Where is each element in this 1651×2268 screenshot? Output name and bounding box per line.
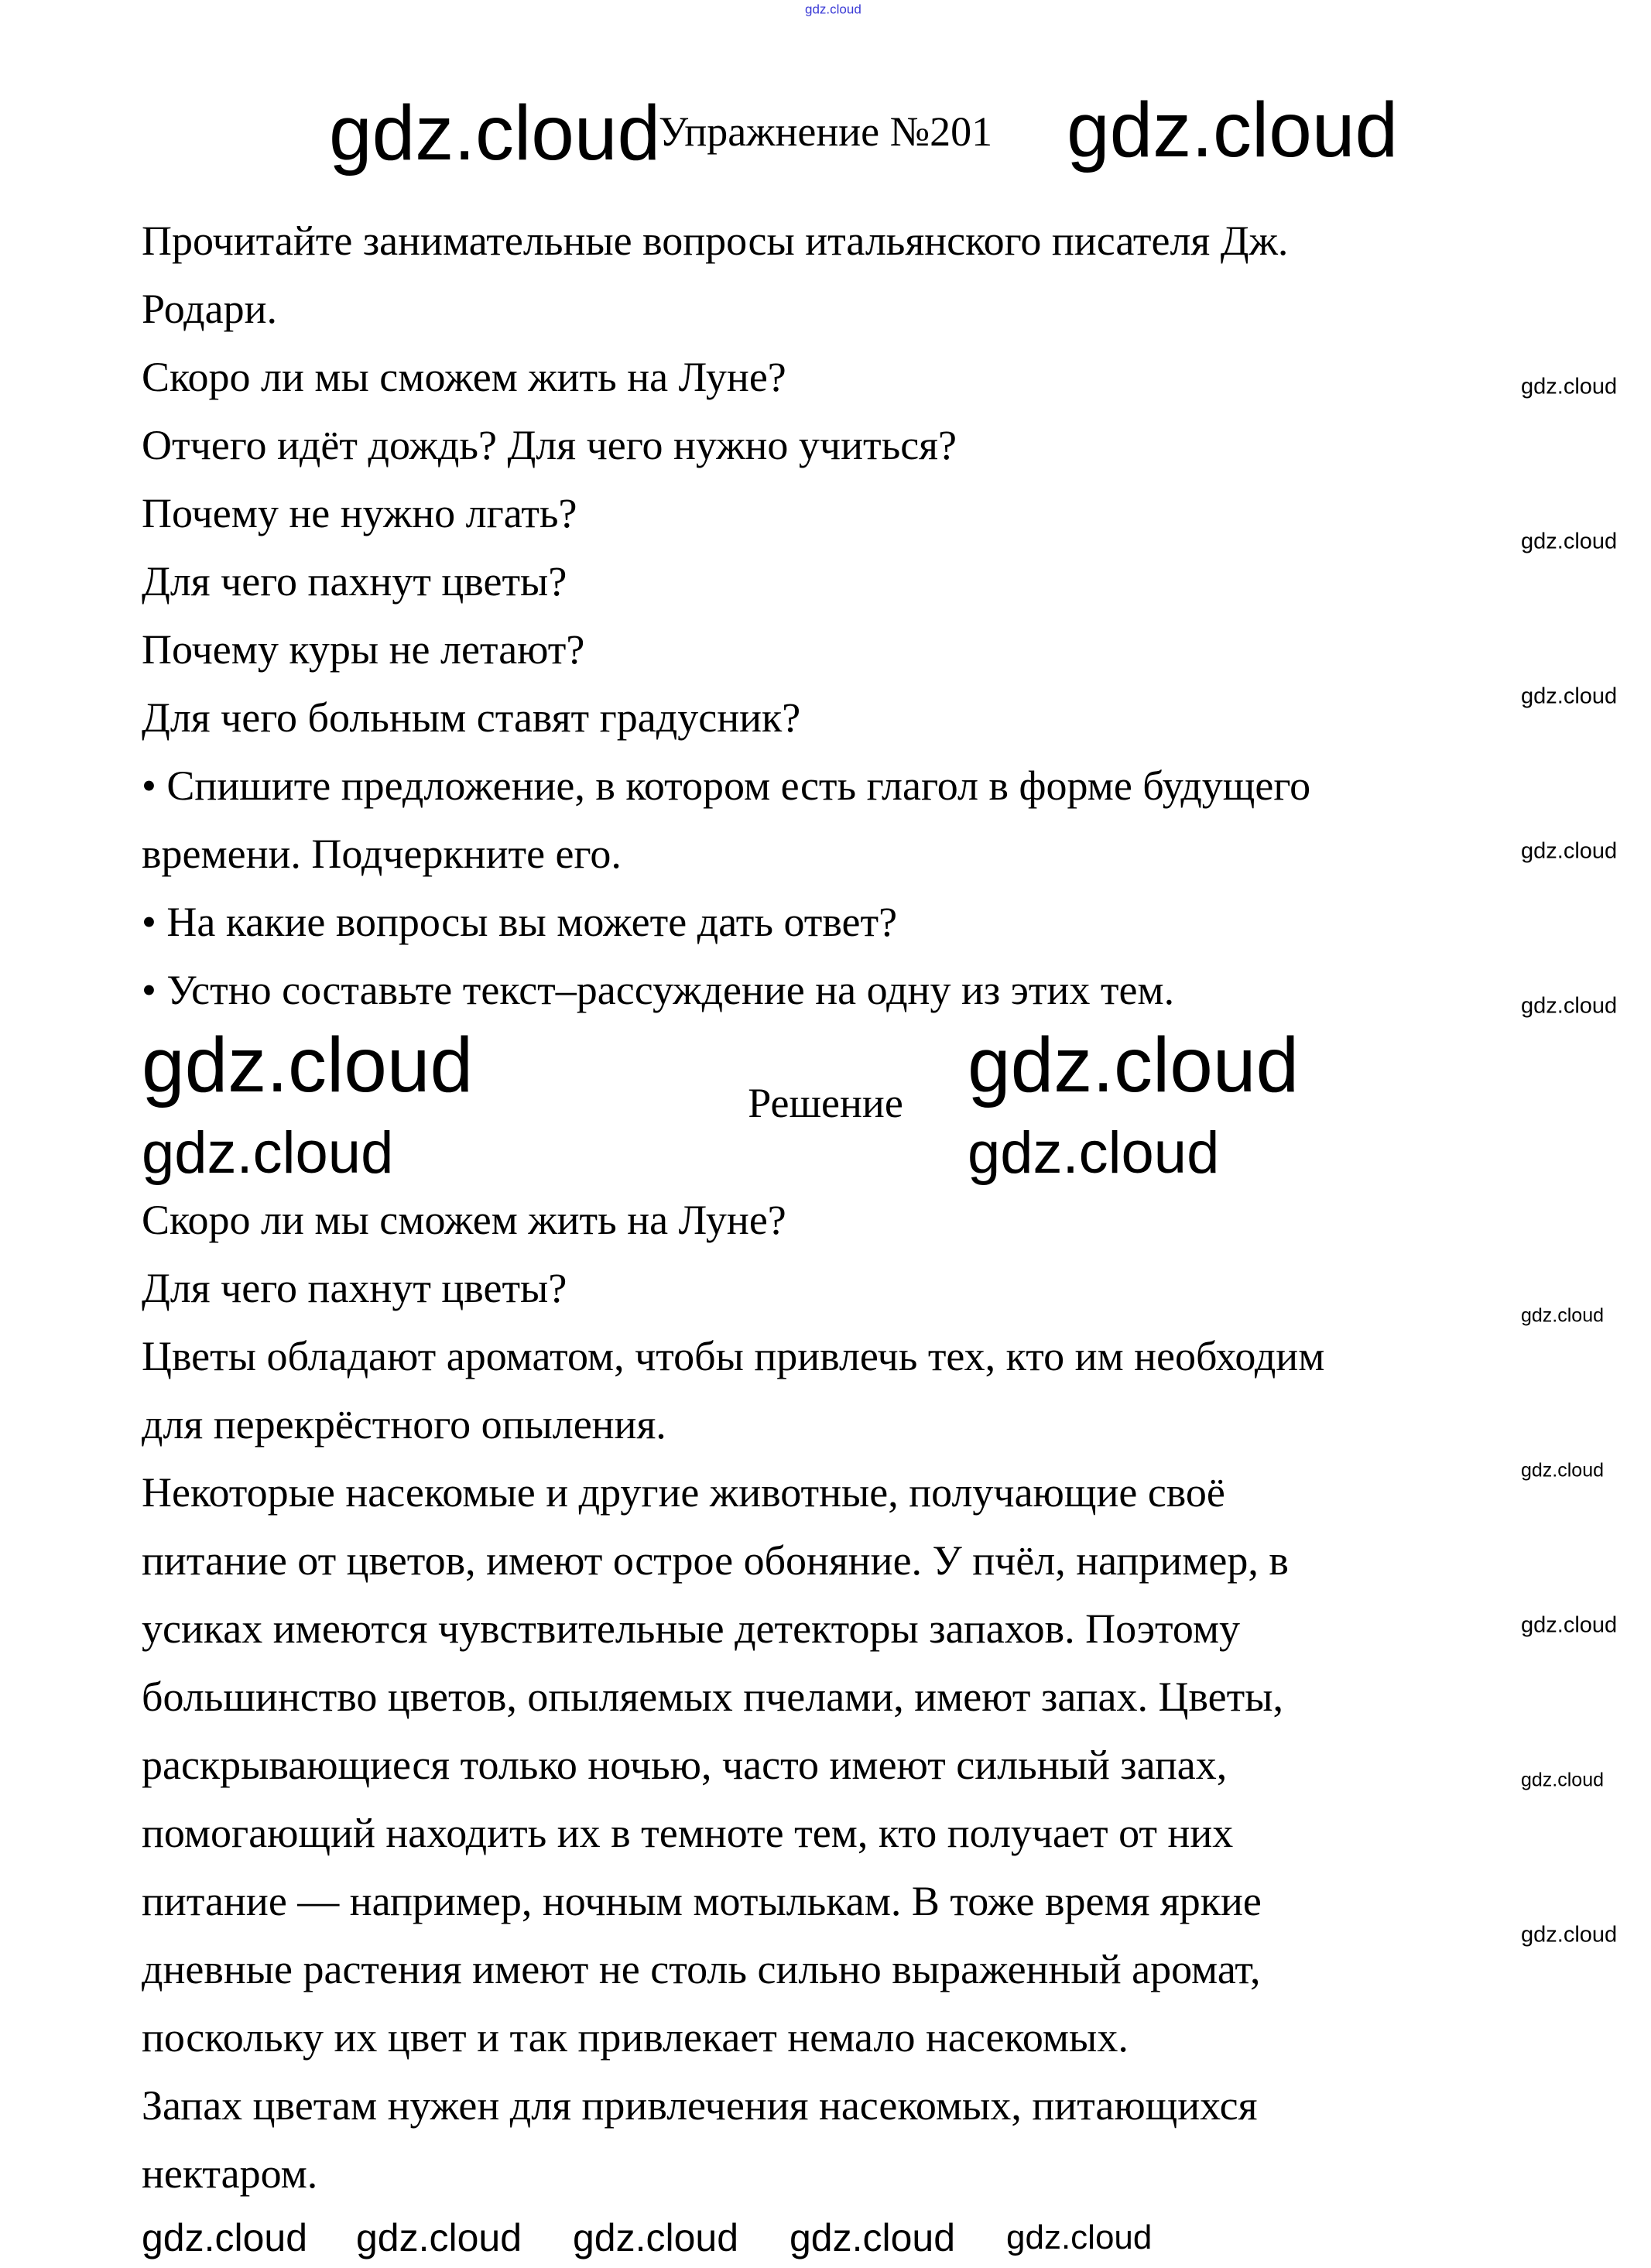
text-line: Для чего пахнут цветы? — [142, 1265, 567, 1311]
watermark: gdz.cloud — [573, 2216, 739, 2259]
text-line: Отчего идёт дождь? Для чего нужно учиться? — [142, 422, 957, 468]
watermark: gdz.cloud — [805, 2, 861, 17]
text-line: питание от цветов, имеют острое обоняние. У пчёл, например, в — [142, 1537, 1289, 1584]
exercise-title-row — [0, 98, 1651, 166]
watermark: gdz.cloud — [1521, 529, 1618, 554]
watermark: gdz.cloud — [142, 1120, 394, 1186]
watermark: gdz.cloud — [790, 2216, 956, 2259]
watermark: gdz.cloud — [1067, 87, 1399, 173]
text-line: питание — например, ночным мотылькам. В тоже время яркие — [142, 1878, 1262, 1924]
exercise-text — [142, 207, 1310, 1024]
text-line: Цветы обладают ароматом, чтобы привлечь тех, кто им необходим — [142, 1333, 1325, 1379]
watermark: gdz.cloud — [142, 1022, 474, 1108]
text-line: большинство цветов, опыляемых пчелами, имеют запах. Цветы, — [142, 1674, 1283, 1720]
watermark: gdz.cloud — [1521, 1459, 1605, 1482]
exercise-title: Упражнение №201 — [658, 108, 993, 155]
text-line: Запах цветам нужен для привлечения насекомых, питающихся — [142, 2082, 1258, 2129]
text-line: Для чего больным ставят градусник? — [142, 694, 801, 741]
text-line: • Устно составьте текст–рассуждение на одну из этих тем. — [142, 967, 1175, 1013]
watermark: gdz.cloud — [1521, 683, 1618, 709]
text-line: нектаром. — [142, 2150, 318, 2197]
watermark: gdz.cloud — [1006, 2218, 1153, 2256]
text-line: помогающий находить их в темноте тем, кто получает от них — [142, 1810, 1234, 1856]
text-line: времени. Подчеркните его. — [142, 831, 622, 877]
text-line: дневные растения имеют не столь сильно выраженный аромат, — [142, 1946, 1261, 1992]
watermark: gdz.cloud — [1521, 374, 1618, 399]
text-line: • Спишите предложение, в котором есть глагол в форме будущего — [142, 762, 1311, 809]
text-line: Скоро ли мы сможем жить на Луне? — [142, 1197, 786, 1243]
watermark: gdz.cloud — [329, 90, 661, 176]
watermark: gdz.cloud — [1521, 1304, 1605, 1327]
text-line: Некоторые насекомые и другие животные, получающие своё — [142, 1469, 1225, 1516]
text-line: • На какие вопросы вы можете дать ответ? — [142, 899, 898, 945]
watermark: gdz.cloud — [142, 2216, 308, 2259]
watermark: gdz.cloud — [968, 1120, 1220, 1186]
solution-title: Решение — [748, 1080, 903, 1126]
watermark: gdz.cloud — [968, 1022, 1300, 1108]
watermark: gdz.cloud — [1521, 993, 1618, 1019]
watermark: gdz.cloud — [356, 2216, 522, 2259]
text-line: Для чего пахнут цветы? — [142, 558, 567, 605]
text-line: Почему куры не летают? — [142, 626, 585, 673]
text-line: для перекрёстного опыления. — [142, 1401, 666, 1447]
text-line: поскольку их цвет и так привлекает немало насекомых. — [142, 2014, 1129, 2061]
text-line: Родари. — [142, 286, 277, 332]
watermark: gdz.cloud — [1521, 1922, 1618, 1948]
text-line: Прочитайте занимательные вопросы итальянского писателя Дж. — [142, 218, 1289, 264]
text-line: раскрывающиеся только ночью, часто имеют сильный запах, — [142, 1742, 1228, 1788]
watermark: gdz.cloud — [1521, 1769, 1605, 1791]
text-line: усиках имеются чувствительные детекторы запахов. Поэтому — [142, 1605, 1241, 1652]
text-line: Почему не нужно лгать? — [142, 490, 577, 536]
solution-text — [142, 1186, 1324, 2208]
text-line: Скоро ли мы сможем жить на Луне? — [142, 354, 786, 400]
watermark: gdz.cloud — [1521, 1612, 1618, 1638]
watermark: gdz.cloud — [1521, 838, 1618, 864]
